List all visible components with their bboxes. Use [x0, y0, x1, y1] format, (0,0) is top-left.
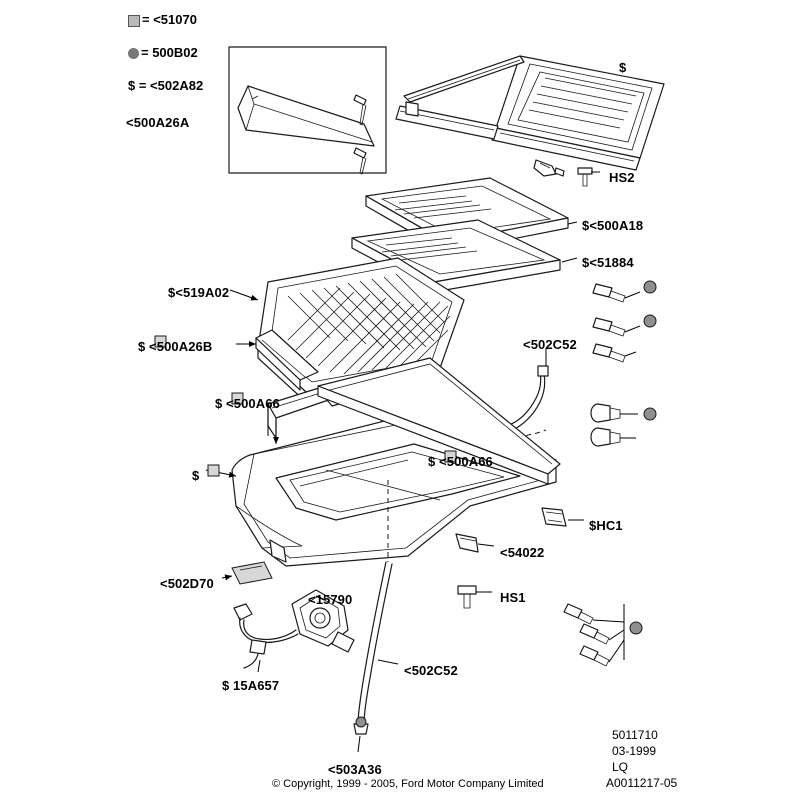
label-dollar-frame: $ [192, 468, 200, 483]
label-15790: <15790 [308, 592, 353, 607]
label-503A36: <503A36 [328, 762, 382, 777]
legend-item-circle [128, 45, 198, 60]
diagram-model: LQ [612, 760, 629, 774]
legend-square-text: = <51070 [142, 12, 197, 27]
legend-item-dollar [128, 78, 203, 93]
square-marker-icon [128, 15, 140, 27]
label-54022: <54022 [500, 545, 545, 560]
label-51884: $<51884 [582, 255, 634, 270]
label-HC1: $HC1 [589, 518, 623, 533]
label-15A657: $ 15A657 [222, 678, 280, 693]
label-502C52-bottom: <502C52 [404, 663, 458, 678]
label-502C52-top: <502C52 [523, 337, 577, 352]
label-500A66-left: $ <500A66 [215, 396, 280, 411]
label-500A66-right: $ <500A66 [428, 454, 493, 469]
label-502D70: <502D70 [160, 576, 214, 591]
part-HS1-screw [458, 586, 492, 608]
legend-circle-text: = 500B02 [141, 45, 198, 60]
part-500A26A-inset [229, 47, 386, 174]
clips-right-middle [591, 404, 656, 446]
screws-right-upper [593, 281, 656, 362]
legend-dollar-text: $ = <502A82 [128, 78, 204, 93]
label-dollar-top: $ [619, 60, 627, 75]
diagram-drawing-number: A0011217-05 [606, 776, 678, 790]
screws-right-lower [564, 604, 642, 666]
label-HS2: HS2 [609, 170, 635, 185]
circle-marker-icon [128, 48, 139, 59]
legend-item-square [128, 12, 197, 27]
copyright-notice: © Copyright, 1999 - 2005, Ford Motor Company Limited [272, 778, 544, 790]
diagram-code: 5011710 [612, 728, 658, 742]
label-500A18: $<500A18 [582, 218, 644, 233]
part-glass-panel-assembly [396, 56, 664, 186]
diagram-date: 03-1999 [612, 744, 657, 758]
label-HS1: HS1 [500, 590, 526, 605]
part-502D70-pad [222, 562, 272, 584]
part-main-frame [206, 358, 560, 566]
label-519A02: $<519A02 [168, 285, 230, 300]
label-500A26A: <500A26A [126, 115, 190, 130]
part-15A657-harness [234, 604, 298, 672]
part-HC1-clip [542, 508, 584, 526]
label-500A26B: $ <500A26B [138, 339, 213, 354]
